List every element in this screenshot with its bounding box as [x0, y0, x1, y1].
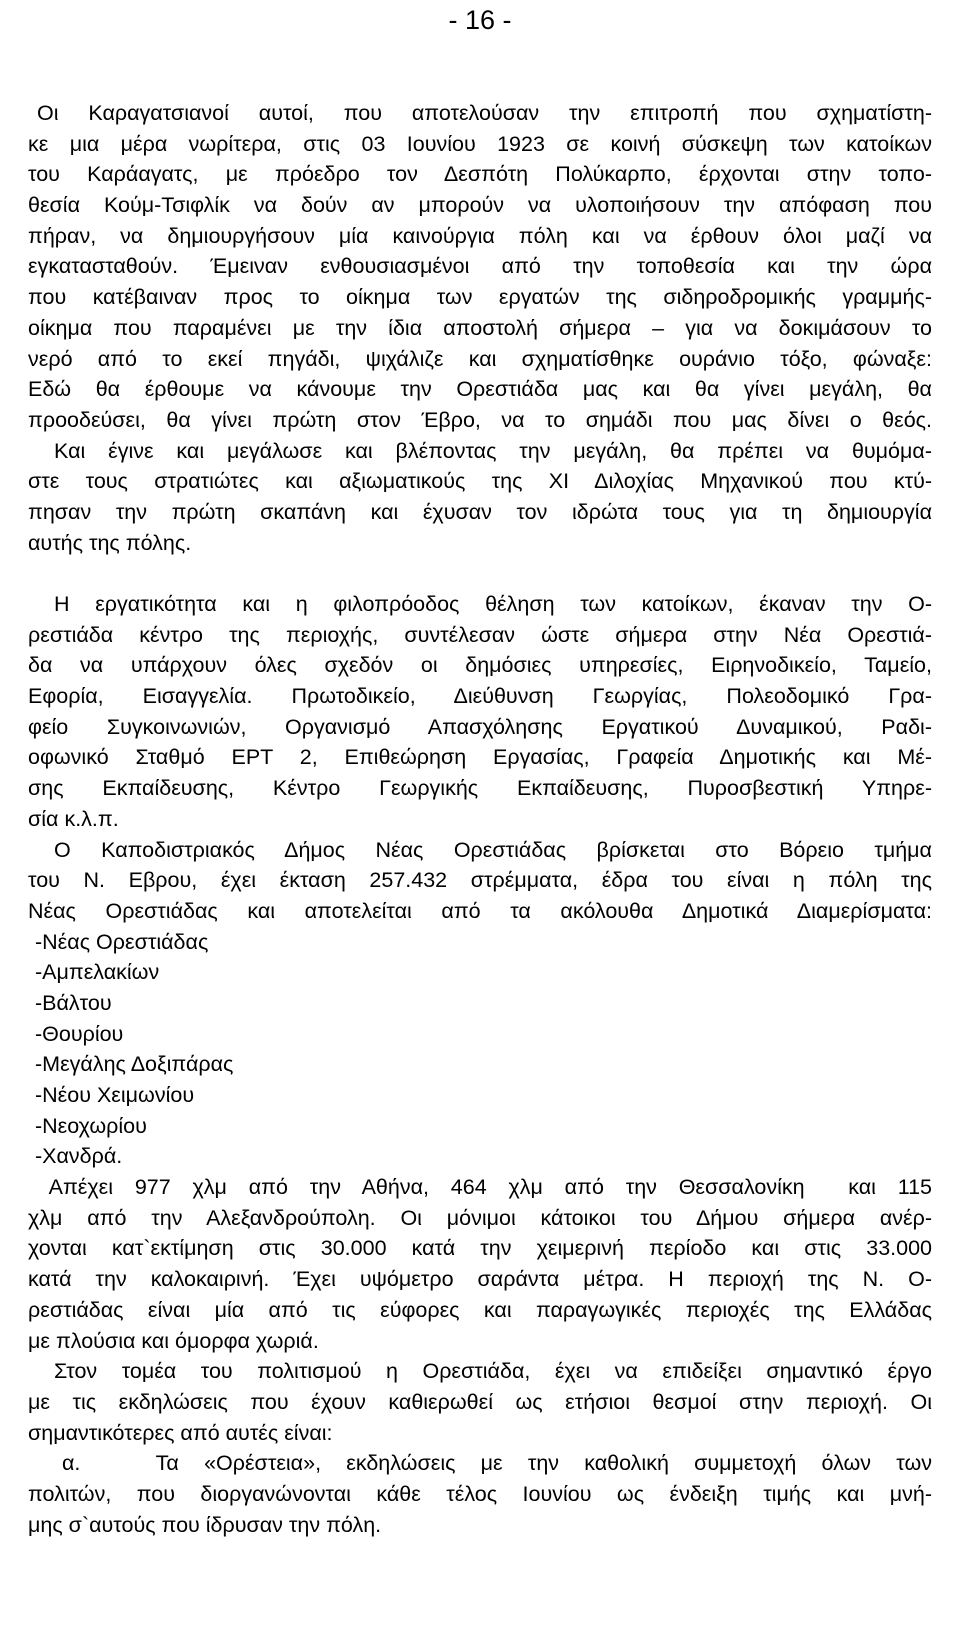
list-item: -Νέου Χειμωνίου [35, 1083, 195, 1107]
text-line: Οι Καραγατσιανοί αυτοί, που αποτελούσαν την επιτροπή που σχηματίστη- [37, 101, 932, 125]
text-line: προοδεύσει, θα γίνει πρώτη στον Έβρο, να το σημάδι που μας δίνει ο θεός. [28, 407, 932, 432]
text-line: αυτής της πόλης. [28, 530, 192, 555]
paragraph-5 [28, 1172, 932, 1356]
text-line: σία κ.λ.π. [28, 806, 119, 831]
text-line: μης σ`αυτούς που ίδρυσαν την πόλη. [28, 1512, 382, 1537]
paragraph-3 [28, 589, 932, 835]
list-item: -Νέας Ορεστιάδας [35, 929, 209, 954]
text-line: Και έγινε και μεγάλωσε και βλέποντας την μεγάλη, θα πρέπει να θυμόμα- [54, 438, 932, 463]
text-line: με τις εκδηλώσεις που έχουν καθιερωθεί ως ετήσιοι θεσμοί στην περιοχή. Οι [28, 1389, 932, 1414]
text-line: Απέχει 977 χλμ από την Αθήνα, 464 χλμ από την Θεσσαλονίκη και 115 [28, 1175, 932, 1200]
text-line: νερό από το εκεί πηγάδι, ψιχάλιζε και σχηματίσθηκε ουράνιο τόξο, φώναξε: [28, 346, 932, 371]
text-line: ρεστιάδας είναι μία από τις εύφορες και παραγωγικές περιοχές της Ελλάδας [28, 1297, 932, 1322]
text-line: οφωνικό Σταθμό ΕΡΤ 2, Επιθεώρηση Εργασίας, Γραφεία Δημοτικής και Μέ- [28, 745, 932, 770]
text-line: χονται κατ`εκτίμηση στις 30.000 κατά την χειμερινή περίοδο και στις 33.000 [28, 1236, 932, 1261]
text-line: κατά την καλοκαιρινή. Έχει υψόμετρο σαράντα μέτρα. Η περιοχή της Ν. Ο- [28, 1267, 932, 1292]
text-line: κε μια μέρα νωρίτερα, στις 03 Ιουνίου 1923 σε κοινή σύσκεψη των κατοίκων [28, 131, 932, 156]
text-line: δα να υπάρχουν όλες σχεδόν οι δημόσιες υπηρεσίες, Ειρηνοδικείο, Ταμείο, [28, 653, 932, 678]
paragraph-2 [28, 436, 932, 559]
paragraph-4 [28, 835, 932, 927]
text-line: σημαντικότερες από αυτές είναι: [28, 1420, 333, 1445]
list-item: -Αμπελακίων [35, 960, 160, 985]
list-item: -Μεγάλης Δοξιπάρας [35, 1052, 234, 1077]
text-line: φείο Συγκοινωνιών, Οργανισμό Απασχόλησης Εργατικού Δυναμικού, Ραδι- [28, 714, 932, 739]
text-line: που κατέβαιναν προς το οίκημα των εργατών της σιδηροδρομικής γραμμής- [28, 285, 932, 310]
body-text [28, 98, 932, 1540]
text-line: Ο Καποδιστριακός Δήμος Νέας Ορεστιάδας βρίσκεται στο Βόρειο τμήμα [54, 837, 932, 862]
list-item: -Βάλτου [35, 990, 112, 1015]
text-line: σης Εκπαίδευσης, Κέντρο Γεωργικής Εκπαίδευσης, Πυροσβεστική Υπηρε- [28, 776, 932, 801]
text-line: πολιτών, που διοργανώνονται κάθε τέλος Ιουνίου ως ένδειξη τιμής και μνή- [28, 1481, 932, 1506]
text-line: πήραν, να δημιουργήσουν μία καινούργια πόλη και να έρθουν όλοι μαζί να [28, 223, 932, 248]
text-line: ρεστιάδα κέντρο της περιοχής, συντέλεσαν ώστε σήμερα στην Νέα Ορεστιά- [28, 622, 932, 647]
text-line: στε τους στρατιώτες και αξιωματικούς της ΧΙ Διλοχίας Μηχανικού που κτύ- [28, 469, 932, 494]
text-line: Νέας Ορεστιάδας και αποτελείται από τα ακόλουθα Δημοτικά Διαμερίσματα: [28, 898, 932, 923]
text-line: Εφορία, Εισαγγελία. Πρωτοδικείο, Διεύθυνση Γεωργίας, Πολεοδομικό Γρα- [28, 684, 932, 709]
list-item: -Χανδρά. [35, 1144, 123, 1169]
text-line: Η εργατικότητα και η φιλοπρόοδος θέληση των κατοίκων, έκαναν την Ο- [54, 592, 932, 616]
paragraph-1 [28, 98, 932, 436]
paragraph-6 [28, 1356, 932, 1540]
text-line: χλμ από την Αλεξανδρούπολη. Οι μόνιμοι κάτοικοι του Δήμου σήμερα ανέρ- [28, 1205, 932, 1230]
list-item: -Νεοχωρίου [35, 1113, 147, 1138]
text-line: θεσία Κούμ-Τσιφλίκ να δούν αν μπορούν να υλοποιήσουν την απόφαση που [28, 193, 932, 218]
text-line: πησαν την πρώτη σκαπάνη και έχυσαν τον ιδρώτα τους για τη δημιουργία [28, 499, 932, 524]
page-number: - 16 - [448, 5, 512, 35]
districts-list [28, 927, 932, 1173]
text-line: Στον τομέα του πολιτισμού η Ορεστιάδα, έχει να επιδείξει σημαντικό έργο [54, 1359, 932, 1384]
text-line: α. Τα «Ορέστεια», εκδηλώσεις με την καθολική συμμετοχή όλων των [62, 1451, 932, 1476]
list-item: -Θουρίου [35, 1021, 124, 1046]
text-line: εγκατασταθούν. Έμειναν ενθουσιασμένοι από την τοποθεσία και την ώρα [28, 254, 932, 279]
text-line: Εδώ θα έρθουμε να κάνουμε την Ορεστιάδα μας και θα γίνει μεγάλη, θα [28, 377, 932, 402]
text-line: οίκημα που παραμένει με την ίδια αποστολή σήμερα – για να δοκιμάσουν το [28, 315, 932, 340]
text-line: με πλούσια και όμορφα χωριά. [28, 1328, 319, 1353]
paragraph-gap [28, 558, 932, 589]
text-line: του Ν. Εβρου, έχει έκταση 257.432 στρέμματα, έδρα του είναι η πόλη της [28, 868, 932, 893]
text-line: του Καράαγατς, με πρόεδρο τον Δεσπότη Πολύκαρπο, έρχονται στην τοπο- [28, 162, 932, 187]
